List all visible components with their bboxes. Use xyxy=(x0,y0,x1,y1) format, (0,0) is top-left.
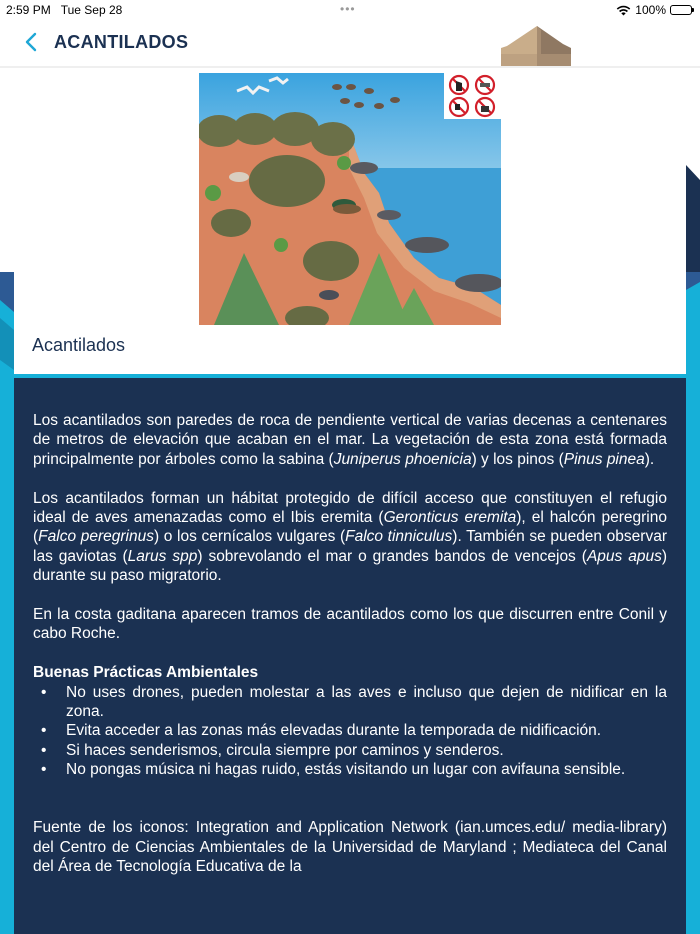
battery-icon xyxy=(670,5,692,15)
multitasking-indicator[interactable]: ••• xyxy=(340,2,356,16)
page-title: ACANTILADOS xyxy=(54,32,189,52)
back-button[interactable] xyxy=(22,28,42,56)
list-item: • No pongas música ni hagas ruido, estás visitando un lugar con avifauna sensible. xyxy=(41,761,626,779)
navigation-header xyxy=(0,22,700,66)
list-item: • Si haces senderismos, circula siempre por caminos y senderos. xyxy=(41,741,504,759)
paragraph-3: En la costa gaditana aparecen tramos de acantilados como los que discurren entre Conil y cabo Roche. xyxy=(33,606,667,643)
practices-list xyxy=(33,683,667,780)
paragraph-2: Los acantilados forman un hábitat protegido de difícil acceso que constituyen el refugio ideal de aves amenazadas como el Ibis eremita (Geronticus eremita), el halcón peregrino (Falco peregrinus) o los cernícalos vulgares (Falco tinniculus). También se pueden observar las gaviotas (Larus spp) sobrevolando el mar o grandes bandos de vencejos (Apus apus) durante su paso migratorio. xyxy=(33,489,667,585)
wifi-icon xyxy=(616,5,631,16)
status-time: 2:59 PM Tue Sep 28 xyxy=(6,3,123,17)
card-caption: Acantilados xyxy=(32,335,126,355)
list-item: • No uses drones, pueden molestar a las aves e incluso que dejen de nidificar en la zona. xyxy=(41,683,667,721)
description-panel[interactable] xyxy=(14,378,686,934)
practices-heading: Buenas Prácticas Ambientales xyxy=(33,664,259,682)
cliff-illustration xyxy=(199,73,501,325)
habitat-card xyxy=(14,68,686,375)
header-divider xyxy=(0,66,700,68)
icon-credits: Fuente de los iconos: Integration and Application Network (ian.umces.edu/ media-library) del Centro de Ciencias Ambientales de la Universidad de Maryland ; Mediateca del Canal del Área de Tecnología Educativa de la xyxy=(33,819,667,876)
castle-tower-logo xyxy=(497,24,577,66)
battery-percent: 100% xyxy=(635,3,666,17)
list-item: • Evita acceder a las zonas más elevadas durante la temporada de nidificación. xyxy=(41,722,602,740)
chevron-left-icon xyxy=(22,28,42,56)
spacer xyxy=(33,799,667,818)
status-indicators xyxy=(616,3,692,17)
status-bar xyxy=(0,0,700,22)
paragraph-1: Los acantilados son paredes de roca de pendiente vertical de varias decenas a centenares de metros de elevación que acaban en el mar. La vegetación de esta zona está formada principalmente por árboles como la sabina (Juniperus phoenicia) y los pinos (Pinus pinea). xyxy=(33,412,667,468)
